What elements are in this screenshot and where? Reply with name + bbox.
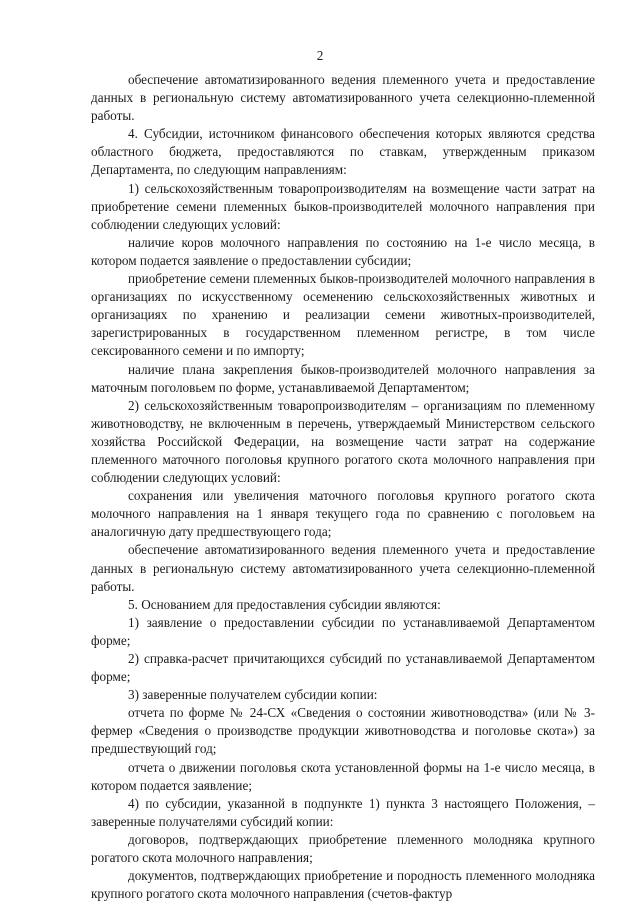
paragraph: сохранения или увеличения маточного поголовья крупного рогатого скота молочного направления на 1 января текущего года по сравнению с поголовьем на аналогичную дату предшествующего года; (91, 488, 595, 540)
paragraph: приобретение семени племенных быков-производителей молочного направления в организациях по искусственному осеменению сельскохозяйственных животных и организациях по хранению и реализации семени животных-производителей, зарегистрированных в государственном племенном регистре, в том числе сексированного семени и по импорту; (91, 271, 595, 359)
paragraph: документов, подтверждающих приобретение и породность племенного молодняка крупного рогатого скота молочного направления (счетов-фактур (91, 868, 595, 902)
paragraph: обеспечение автоматизированного ведения племенного учета и предоставление данных в региональную систему автоматизированного учета селекционно-племенной работы. (91, 542, 595, 594)
paragraph: 3) заверенные получателем субсидии копии: (128, 687, 378, 703)
paragraph: 2) справка-расчет причитающихся субсидий по устанавливаемой Департаментом форме; (91, 651, 595, 685)
paragraph: обеспечение автоматизированного ведения племенного учета и предоставление данных в региональную систему автоматизированного учета селекционно-племенной работы. (91, 72, 595, 124)
paragraph: 5. Основанием для предоставления субсидии являются: (128, 596, 441, 612)
document-body (91, 71, 595, 903)
paragraph: 4. Субсидии, источником финансового обеспечения которых являются средства областного бюджета, предоставляются по ставкам, утвержденным приказом Департамента, по следующим направлениям: (91, 126, 595, 178)
paragraph: отчета о движении поголовья скота установленной формы на 1-е число месяца, в котором подается заявление; (91, 759, 595, 793)
paragraph: отчета по форме № 24-СХ «Сведения о состоянии животноводства» (или № 3-фермер «Сведения о производстве продукции животноводства и поголовье скота») за предшествующий год; (91, 705, 595, 757)
paragraph: договоров, подтверждающих приобретение племенного молодняка крупного рогатого скота молочного направления; (91, 831, 595, 866)
paragraph: 1) сельскохозяйственным товаропроизводителям на возмещение части затрат на приобретение семени племенных быков-производителей молочного направления при соблюдении следующих условий: (91, 180, 595, 232)
page-number: 2 (316, 48, 324, 63)
paragraph: наличие коров молочного направления по состоянию на 1-е число месяца, в котором подается заявление о предоставлении субсидии; (91, 234, 595, 268)
paragraph: наличие плана закрепления быков-производителей молочного направления за маточным поголовьем по форме, устанавливаемой Департаментом; (91, 361, 595, 395)
paragraph: 4) по субсидии, указанной в подпункте 1) пункта 3 настоящего Положения, – заверенные получателями субсидий копии: (91, 795, 595, 829)
paragraph: 2) сельскохозяйственным товаропроизводителям – организациям по племенному животноводству, не включенным в перечень, утверждаемый Министерством сельского хозяйства Российской Федерации, на возмещение части затрат на содержание племенного маточного поголовья крупного рогатого скота молочного направления при соблюдении следующих условий: (91, 397, 595, 486)
paragraph: 1) заявление о предоставлении субсидии по устанавливаемой Департаментом форме; (91, 614, 595, 648)
